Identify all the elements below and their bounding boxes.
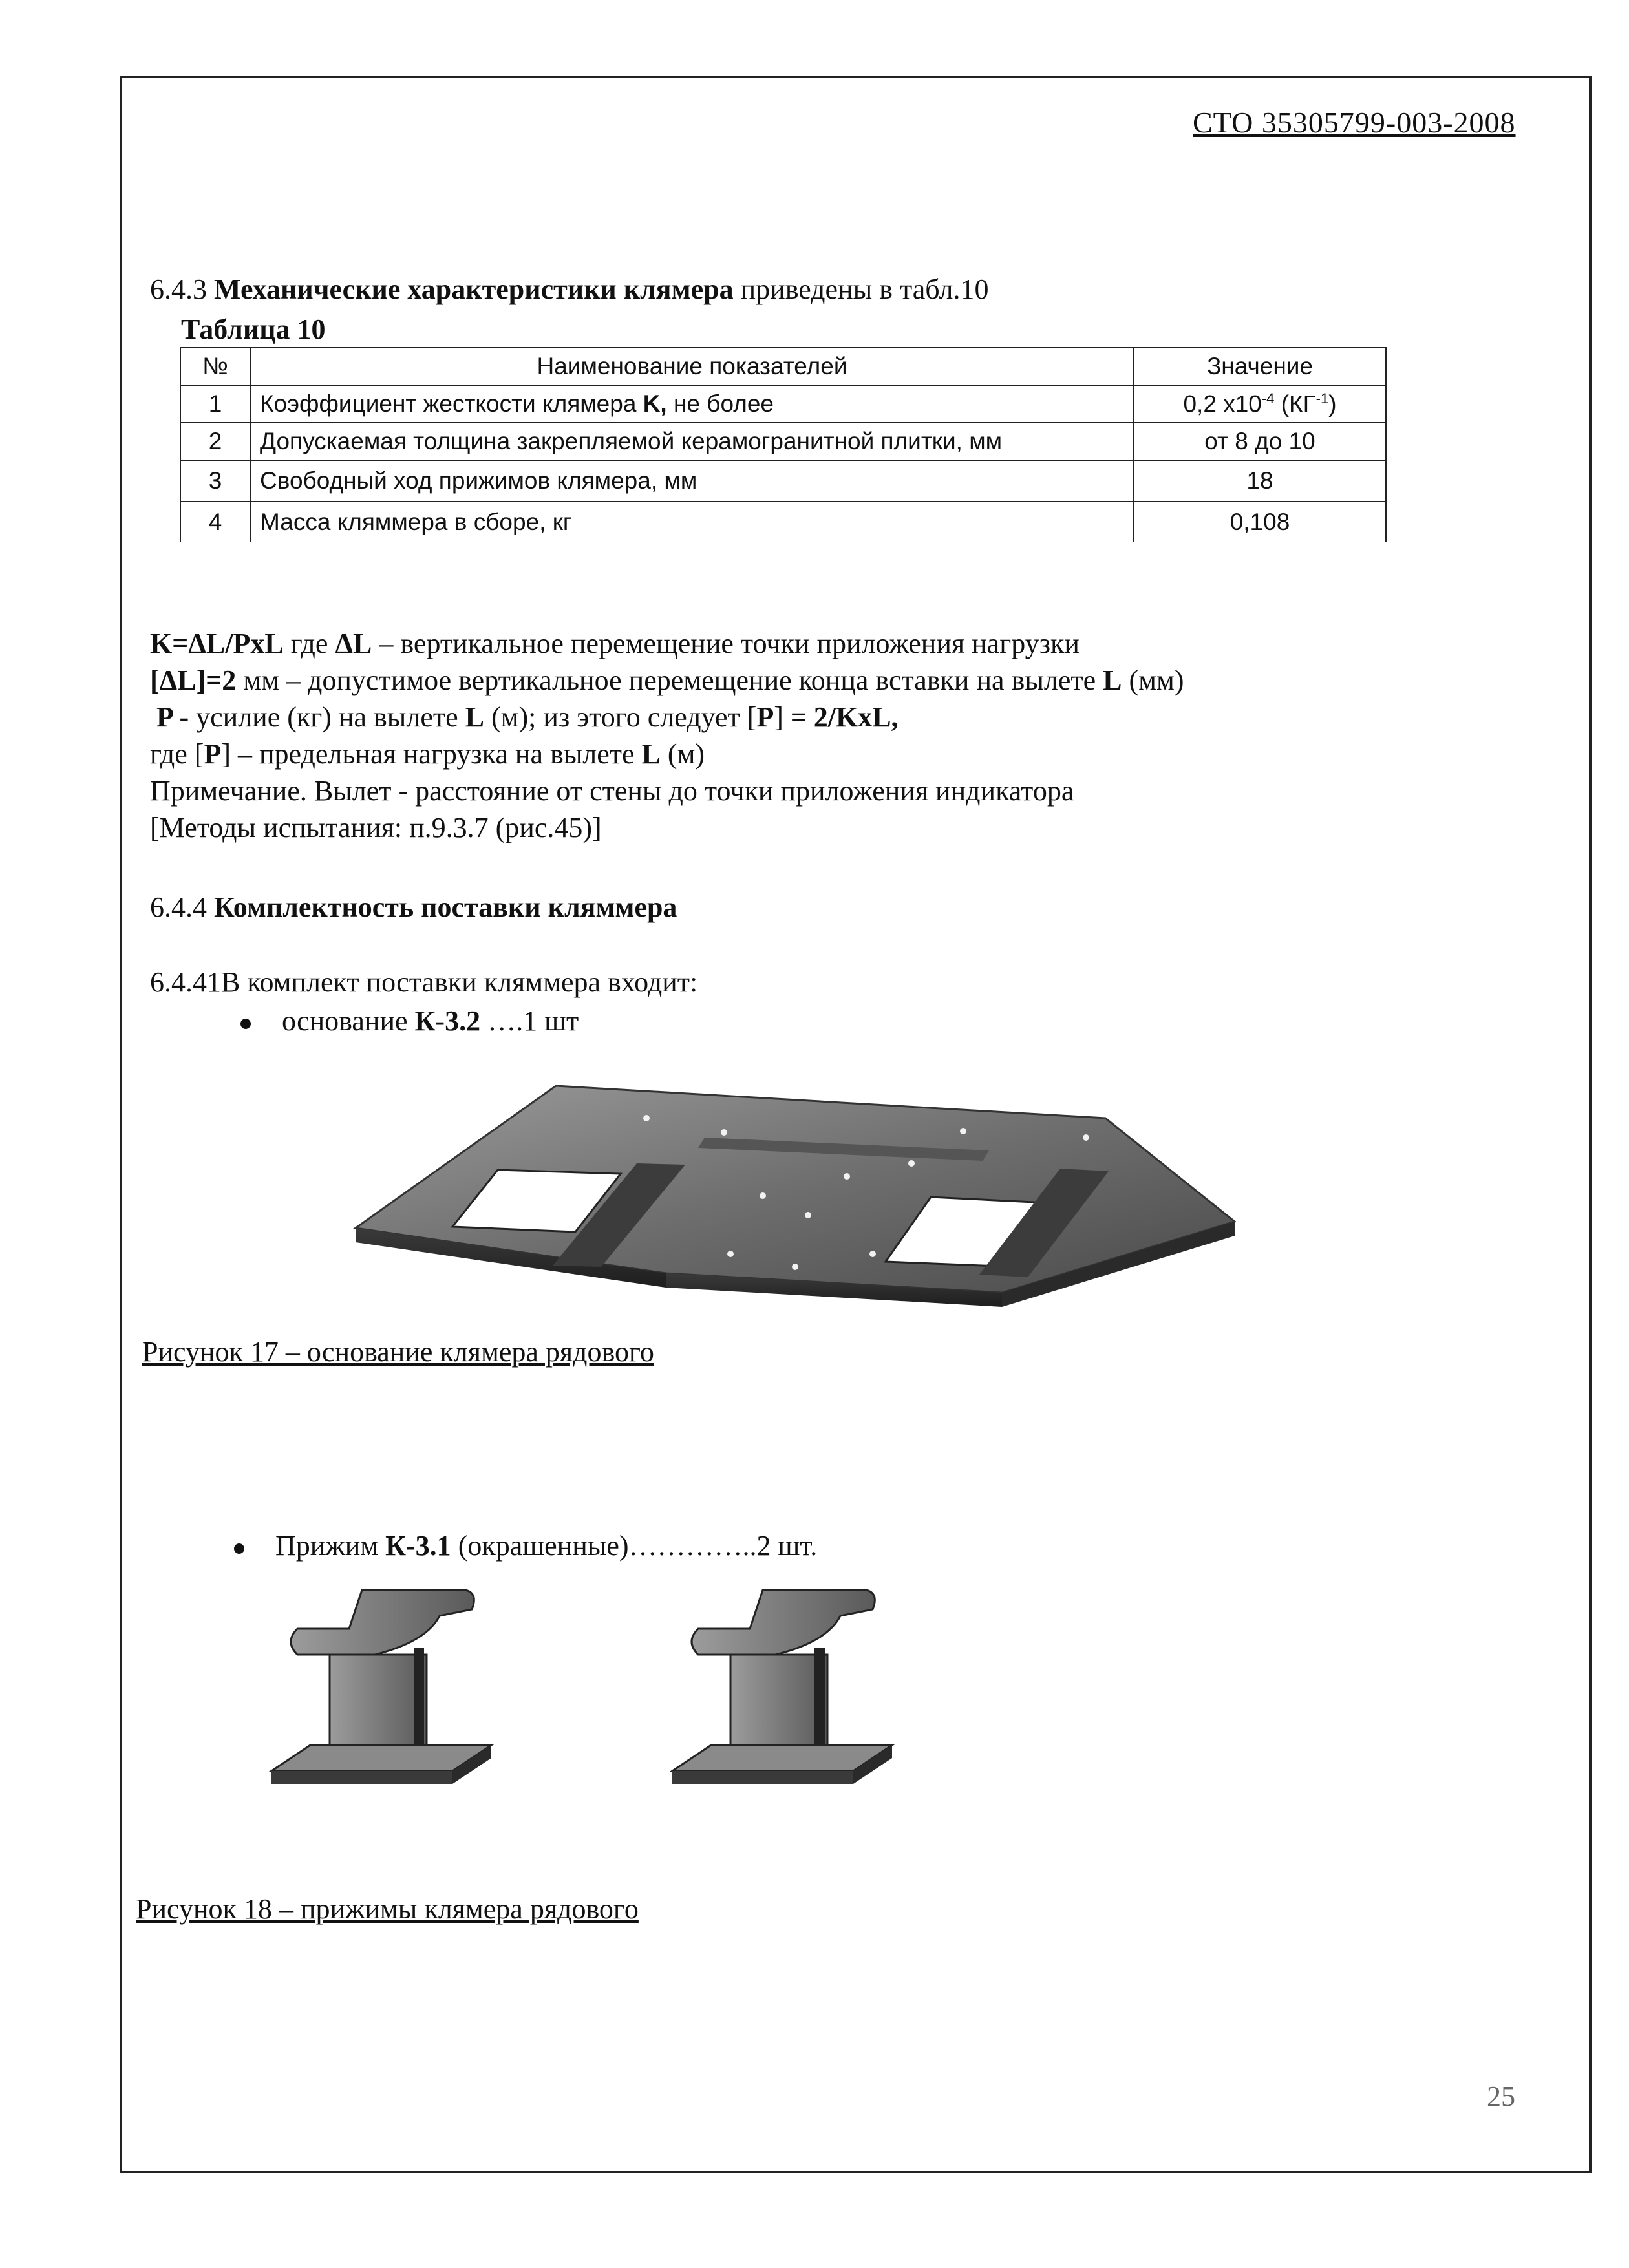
page-number: 25 xyxy=(1487,2081,1515,2112)
formula-text: ] – предельная нагрузка на вылете xyxy=(221,738,642,770)
formula-k: K=ΔL/PxL xyxy=(150,628,284,659)
value-base: 0,2 x10 xyxy=(1183,390,1262,418)
section-6-4-3 xyxy=(150,271,989,308)
bullet-icon xyxy=(240,1019,251,1029)
section-title: Комплектность поставки кляммера xyxy=(214,891,677,923)
row-number: 1 xyxy=(180,385,250,423)
row-value: 18 xyxy=(1134,460,1386,502)
section-number: 6.4.4 xyxy=(150,891,207,923)
figure-17-base-plate xyxy=(343,1060,1273,1331)
formula-text: мм – допустимое вертикальное перемещение конца вставки на вылете xyxy=(236,664,1103,696)
figure-18-clamp-right xyxy=(659,1577,931,1823)
formula-line-3 xyxy=(156,699,899,736)
formula-text: (м) xyxy=(660,738,705,770)
figure-17-caption: Рисунок 17 – основание клямера рядового xyxy=(142,1336,654,1368)
row-number: 2 xyxy=(180,423,250,460)
formula-text: где xyxy=(283,628,335,659)
table-row xyxy=(180,460,1386,502)
formula-text: ] = xyxy=(774,701,814,733)
formula-text: (мм) xyxy=(1122,664,1184,696)
table-caption: Таблица 10 xyxy=(181,313,326,345)
row-name: Масса кляммера в сборе, кг xyxy=(250,502,1134,542)
formula-text: (м); из этого следует [ xyxy=(484,701,757,733)
test-methods-reference: [Методы испытания: п.9.3.7 (рис.45)] xyxy=(150,812,602,843)
item-quantity: (окрашенные)…………..2 шт. xyxy=(451,1530,818,1562)
value-close: ) xyxy=(1328,390,1337,418)
clamp-illustration xyxy=(659,1577,931,1823)
formula-p: P - xyxy=(156,701,189,733)
formula-l: L xyxy=(1103,664,1122,696)
table-row xyxy=(180,423,1386,460)
row-value xyxy=(1134,385,1386,423)
row-name: Допускаемая толщина закрепляемой керамогранитной плитки, мм xyxy=(250,423,1134,460)
row-name-tail: не более xyxy=(666,390,774,417)
formula-line-4 xyxy=(150,736,705,772)
formula-line-2 xyxy=(150,662,1184,699)
header-value: Значение xyxy=(1134,348,1386,385)
note: Примечание. Вылет - расстояние от стены до точки приложения индикатора xyxy=(150,775,1074,807)
item-quantity: ….1 шт xyxy=(480,1005,579,1037)
table-row xyxy=(180,385,1386,423)
formula-l: L xyxy=(465,701,484,733)
formula-dl: ΔL xyxy=(335,628,372,659)
value-unit: (КГ xyxy=(1274,390,1316,418)
formula-result: 2/KxL, xyxy=(813,701,899,733)
figure-18-caption: Рисунок 18 – прижимы клямера рядового xyxy=(136,1893,639,1925)
characteristics-table xyxy=(180,347,1387,542)
item-text: основание xyxy=(282,1005,415,1037)
bullet-icon xyxy=(234,1543,244,1554)
row-value: от 8 до 10 xyxy=(1134,423,1386,460)
item-text: Прижим xyxy=(275,1530,386,1562)
figure-18-clamp-left xyxy=(259,1577,530,1823)
row-name-text: Коэффициент жесткости клямера xyxy=(260,390,637,417)
formula-line-1 xyxy=(150,626,1080,662)
row-number: 3 xyxy=(180,460,250,502)
formula-text: где [ xyxy=(150,738,204,770)
item-code: К-3.2 xyxy=(414,1005,481,1037)
base-plate-illustration xyxy=(343,1060,1273,1331)
unit-exponent: -1 xyxy=(1315,390,1329,407)
item-code: К-3.1 xyxy=(385,1530,451,1562)
row-name xyxy=(250,385,1134,423)
row-name: Свободный ход прижимов клямера, мм xyxy=(250,460,1134,502)
formula-text: – вертикальное перемещение точки приложения нагрузки xyxy=(372,628,1080,659)
section-title: Механические характеристики клямера xyxy=(214,273,734,305)
table-header-row xyxy=(180,348,1386,385)
clamp-illustration xyxy=(259,1577,530,1823)
header-name: Наименование показателей xyxy=(250,348,1134,385)
section-6-4-4-1: 6.4.41В комплект поставки кляммера входит: xyxy=(150,966,698,998)
section-number: 6.4.3 xyxy=(150,273,207,305)
formula-text: усилие (кг) на вылете xyxy=(189,701,465,733)
formula-p: P xyxy=(756,701,774,733)
list-item-base xyxy=(240,1003,579,1039)
formula-p: P xyxy=(204,738,222,770)
header-number: № xyxy=(180,348,250,385)
row-name-bold: K, xyxy=(643,390,667,417)
list-item-clamp xyxy=(234,1528,817,1564)
section-6-4-4 xyxy=(150,889,677,926)
formula-l: L xyxy=(641,738,661,770)
document-code: СТО 35305799-003-2008 xyxy=(1193,106,1516,139)
section-title-rest: приведены в табл.10 xyxy=(733,273,989,305)
formula-dl-limit: [ΔL]=2 xyxy=(150,664,237,696)
table-row xyxy=(180,502,1386,542)
value-exponent: -4 xyxy=(1261,390,1275,407)
row-number: 4 xyxy=(180,502,250,542)
row-value: 0,108 xyxy=(1134,502,1386,542)
